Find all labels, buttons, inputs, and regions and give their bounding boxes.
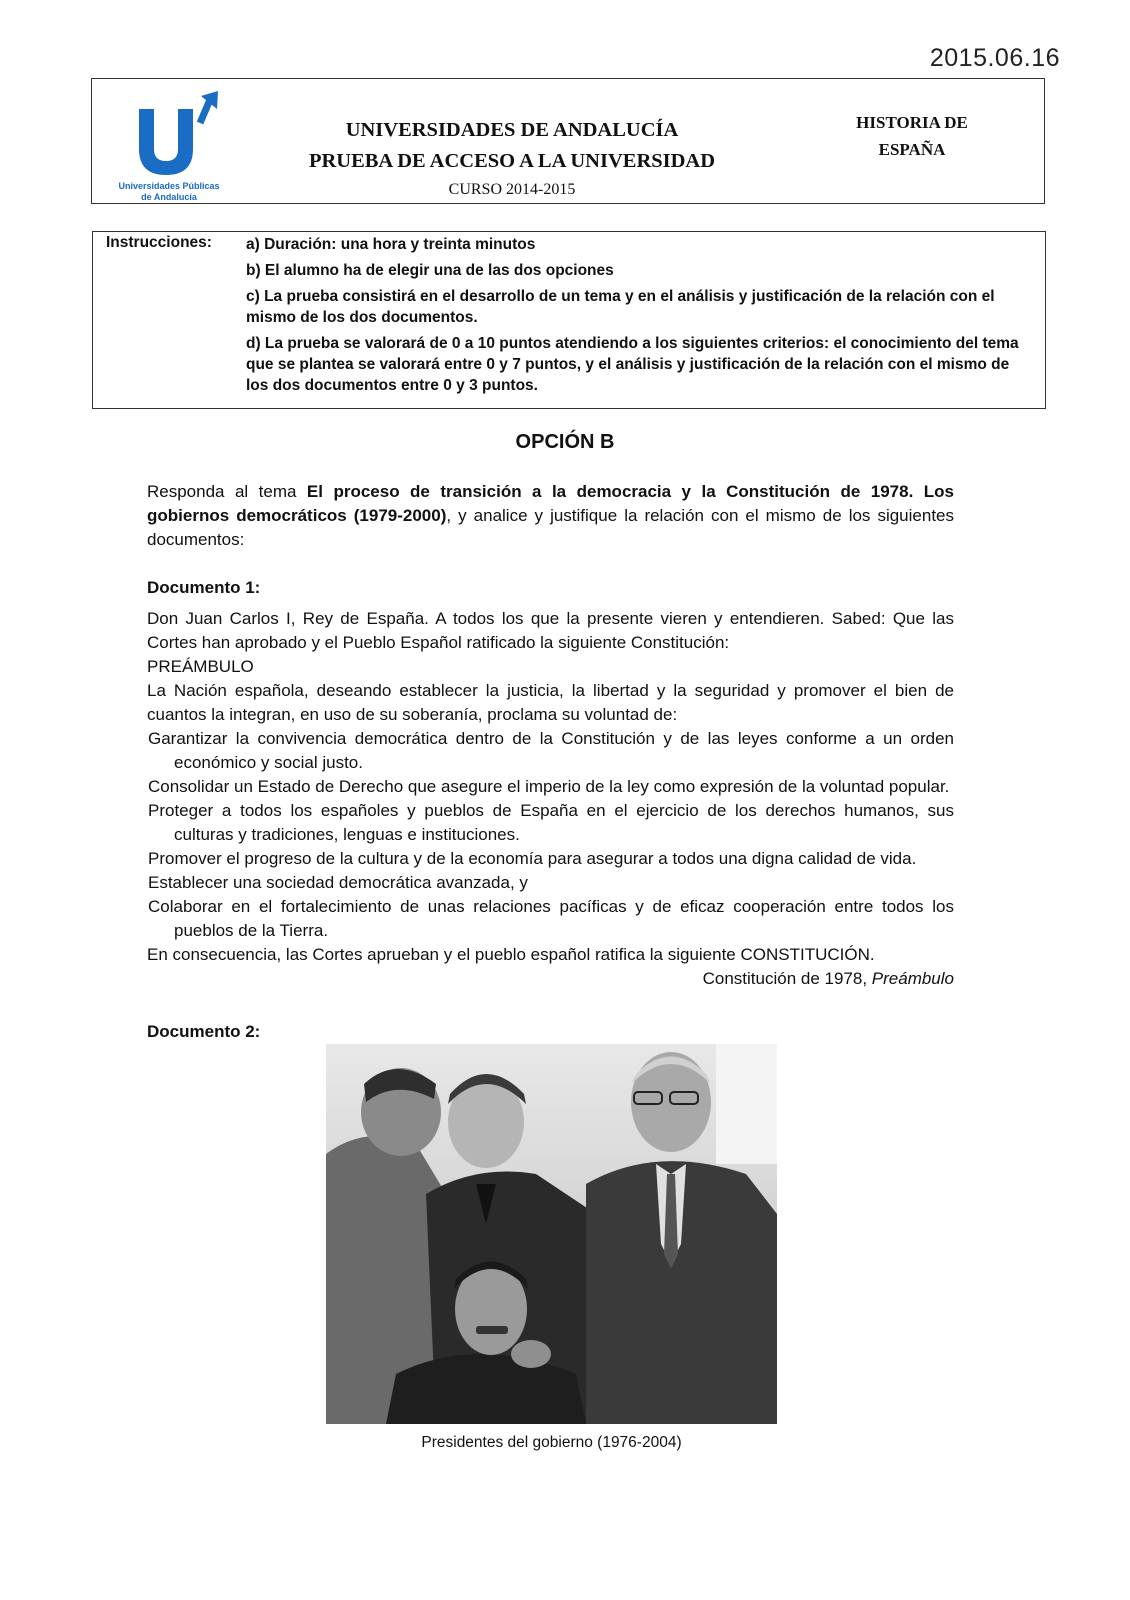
photo-caption: Presidentes del gobierno (1976-2004) [421, 1434, 682, 1451]
header-course: CURSO 2014-2015 [448, 181, 576, 198]
exam-header [91, 78, 1045, 204]
intro-pre: Responda al tema [147, 482, 307, 501]
instruction-item: d) La prueba se valorará de 0 a 10 puntos atendiendo a los siguientes criterios: el conocimiento del tema que se plantea se valorará entre 0 y 7 puntos, y el análisis y justificación de la relación con el mismo de los dos documentos entre 0 y 3 puntos. [246, 335, 1019, 394]
doc1-source-plain: Constitución de 1978, [702, 969, 872, 988]
doc1-preamble-title: PREÁMBULO [147, 657, 254, 676]
doc1-point: Proteger a todos los españoles y pueblos de España en el ejercicio de los derechos humanos, sus culturas y tradiciones, lenguas e instituciones. [148, 801, 954, 844]
doc1-point: Consolidar un Estado de Derecho que asegure el imperio de la ley como expresión de la voluntad popular. [148, 777, 950, 796]
instructions-label: Instrucciones: [106, 234, 212, 251]
university-logo [104, 87, 234, 202]
presidents-photo [326, 1044, 777, 1424]
doc1-point: Promover el progreso de la cultura y de la economía para asegurar a todos una digna calidad de vida. [148, 849, 917, 868]
intro-post: , y analice y justifique la relación con el mismo de los siguientes documentos: [147, 506, 954, 549]
logo-caption [104, 181, 234, 203]
exam-date: 2015.06.16 [929, 44, 1060, 72]
instructions-box [92, 231, 1046, 409]
doc1-source [147, 967, 954, 991]
doc1-preamble-intro: La Nación española, deseando establecer la justicia, la libertad y la seguridad y promover el bien de cuantos la integran, en uso de su soberanía, proclama su voluntad de: [147, 681, 954, 724]
doc1-source-italic: Preámbulo [871, 969, 954, 988]
header-title [252, 115, 772, 203]
instruction-item: b) El alumno ha de elegir una de las dos opciones [246, 262, 614, 279]
doc1-point: Establecer una sociedad democrática avanzada, y [148, 873, 528, 892]
doc1-closing: En consecuencia, las Cortes aprueban y el pueblo español ratifica la siguiente CONSTITUCIÓN. [147, 945, 875, 964]
logo-u-icon [104, 87, 234, 182]
instruction-item: a) Duración: una hora y treinta minutos [246, 236, 536, 253]
doc1-body [147, 607, 954, 991]
doc2-heading: Documento 2: [147, 1022, 261, 1041]
instructions-list [246, 234, 1028, 401]
doc1-point: Colaborar en el fortalecimiento de unas relaciones pacíficas y de eficaz cooperación entre todos los pueblos de la Tierra. [148, 897, 954, 940]
logo-caption-line1: Universidades Públicas [118, 181, 220, 191]
doc1-point: Garantizar la convivencia democrática dentro de la Constitución y de las leyes conforme a un orden económico y social justo. [148, 729, 954, 772]
doc1-opening: Don Juan Carlos I, Rey de España. A todos los que la presente vieren y entendieren. Sabed: Que las Cortes han aprobado y el Pueblo Español ratificado la siguiente Constitución: [147, 609, 954, 652]
intro-paragraph [147, 480, 954, 552]
subject-line1: HISTORIA DE [856, 113, 968, 132]
logo-caption-line2: de Andalucía [141, 192, 197, 202]
intro-topic: El proceso de transición a la democracia y la Constitución de 1978. Los gobiernos democráticos (1979-2000) [147, 482, 954, 525]
subject-line2: ESPAÑA [878, 140, 946, 159]
header-university: UNIVERSIDADES DE ANDALUCÍA [345, 119, 679, 141]
option-title: OPCIÓN B [515, 431, 615, 453]
header-subject [832, 109, 992, 163]
instruction-item: c) La prueba consistirá en el desarrollo de un tema y en el análisis y justificación de la relación con el mismo de los dos documentos. [246, 288, 995, 326]
header-exam-name: PRUEBA DE ACCESO A LA UNIVERSIDAD [308, 150, 716, 172]
doc1-heading: Documento 1: [147, 578, 261, 597]
